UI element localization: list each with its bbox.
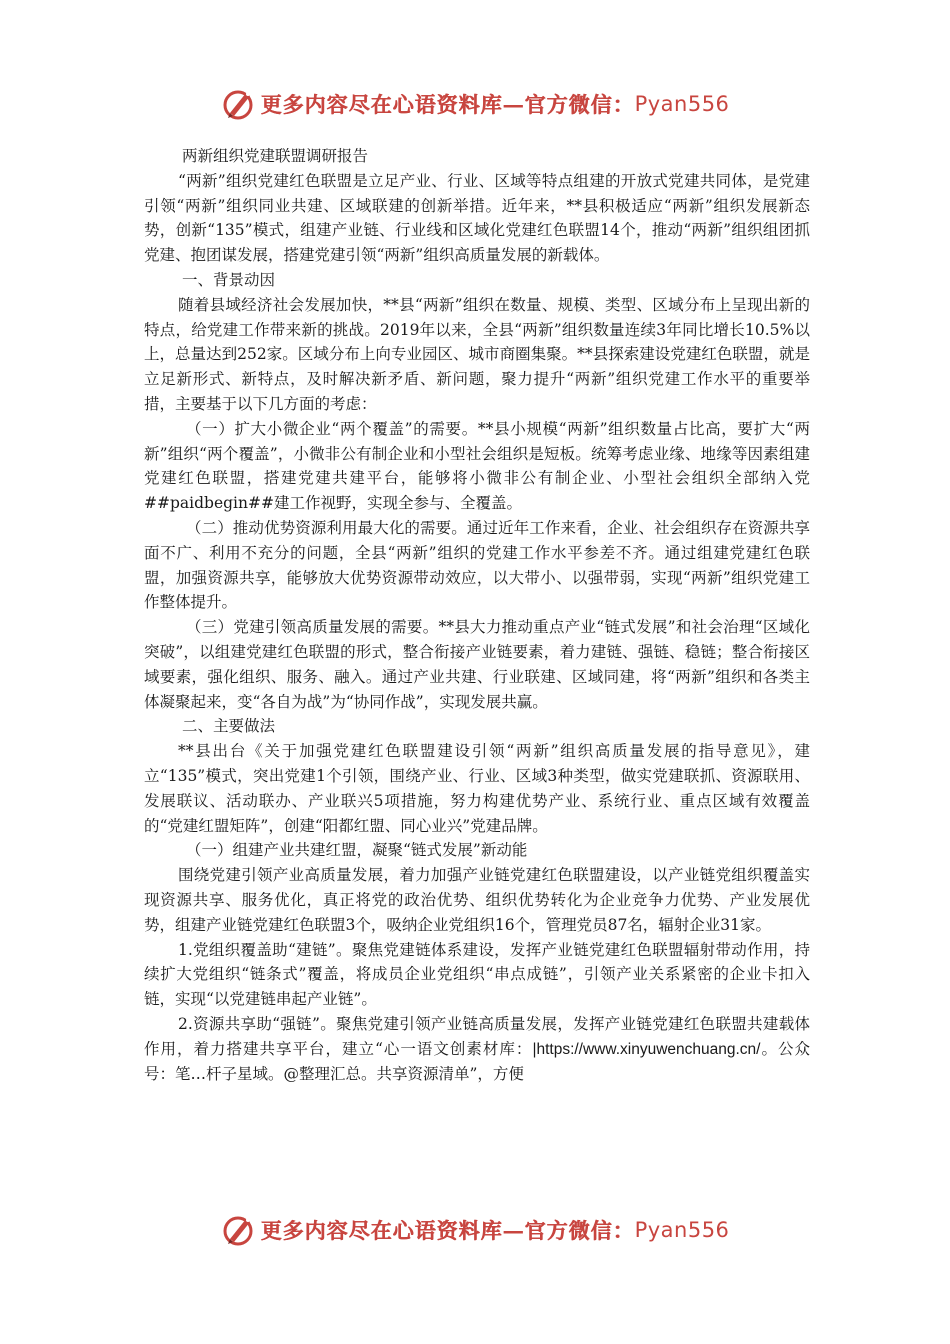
paragraph-text-c: 。公众号：笔…杆子星域。@整理汇总。共享资源清单”，方便	[144, 1039, 810, 1084]
intro-paragraph: “两新”组织党建红色联盟是立足产业、行业、区域等特点组建的开放式党建共同体，是党建引领“两新”组织同业共建、区域联建的创新举措。近年来，**县积极适应“两新”组织发展新态势，创新“135”模式，组建产业链、行业线和区域化党建红色联盟14个，推动“两新”组织组团抓党建、抱团谋发展，搭建党建引领“两新”组织高质量发展的新载体。	[144, 171, 810, 265]
paragraph-strengthen-chain	[144, 1012, 810, 1087]
pen-logo-icon	[221, 1212, 257, 1248]
paragraph-point-1: （一）扩大小微企业“两个覆盖”的需要。**县小规模“两新”组织数量占比高，要扩大“两新”组织“两个覆盖”，小微非公有制企业和小型社会组织是短板。统筹考虑业缘、地缘等因素组建党建红色联盟，搭建党建共建平台，能够将小微非公有制企业、小型社会组织全部纳入党##paidbegin##建工作视野，实现全参与、全覆盖。	[144, 419, 810, 513]
section-heading-2: 二、主要做法	[182, 717, 276, 736]
banner-text: 更多内容尽在心语资料库—官方微信：	[260, 92, 635, 117]
paragraph-industry-chain: 围绕党建引领产业高质量发展，着力加强产业链党建红色联盟建设，以产业链党组织覆盖实现资源共享、服务优化，真正将党的政治优势、组织优势转化为企业竞争力优势、产业发展优势，组建产业链党建红色联盟3个，吸纳企业党组织16个，管理党员87名，辐射企业31家。	[144, 866, 810, 934]
paragraph-background: 随着县域经济社会发展加快，**县“两新”组织在数量、规模、类型、区域分布上呈现出新的特点，给党建工作带来新的挑战。2019年以来，全县“两新”组织数量连续3年同比增长10.5%以上，总量达到252家。区域分布上向专业园区、城市商圈集聚。**县探索建设党建红色联盟，就是立足新形式、新特点，及时解决新矛盾、新问题，聚力提升“两新”组织党建工作水平的重要举措，主要基于以下几方面的考虑：	[144, 295, 810, 413]
watermark-banner-top	[0, 84, 950, 124]
subsection-heading-1: （一）组建产业共建红盟，凝聚“链式发展”新动能	[186, 841, 528, 860]
paragraph-measures: **县出台《关于加强党建红色联盟建设引领“两新”组织高质量发展的指导意见》，建立“135”模式，突出党建1个引领，围绕产业、行业、区域3种类型，做实党建联抓、资源联用、发展联议、活动联办、产业联兴5项措施，努力构建优势产业、系统行业、重点区域有效覆盖的“党建红盟矩阵”，创建“阳都红盟、同心业兴”党建品牌。	[144, 742, 810, 835]
banner-handle: Pyan556	[634, 92, 730, 116]
section-heading-1: 一、背景动因	[182, 270, 276, 289]
watermark-banner-bottom	[0, 1210, 950, 1250]
paragraph-build-chain: 1.党组织覆盖助“建链”。聚焦党建链体系建设，发挥产业链党建红色联盟辐射带动作用，持续扩大党组织“链条式”覆盖，将成员企业党组织“串点成链”，引领产业关系紧密的企业卡扣入链，实现“以党建链串起产业链”。	[144, 940, 810, 1009]
pen-logo-icon	[221, 86, 257, 122]
paragraph-point-3: （三）党建引领高质量发展的需要。**县大力推动重点产业“链式发展”和社会治理“区域化突破”，以组建党建红色联盟的形式，整合衔接产业链要素，着力建链、强链、稳链；整合衔接区域要素，强化组织、服务、融入。通过产业共建、行业联建、区域同建，将“两新”组织和各类主体凝聚起来，变“各自为战”为“协同作战”，实现发展共赢。	[144, 618, 810, 711]
website-link[interactable]: |https://www.xinyuwenchuang.cn/	[532, 1040, 761, 1058]
document-body	[144, 144, 810, 1087]
paragraph-point-2: （二）推动优势资源利用最大化的需要。通过近年工作来看，企业、社会组织存在资源共享面不广、利用不充分的问题，全县“两新”组织的党建工作水平参差不齐。通过组建党建红色联盟，加强资源共享，能够放大优势资源带动效应，以大带小、以强带弱，实现“两新”组织党建工作整体提升。	[144, 518, 810, 612]
banner-text: 更多内容尽在心语资料库—官方微信：	[260, 1218, 635, 1243]
document-title: 两新组织党建联盟调研报告	[182, 147, 369, 165]
banner-handle: Pyan556	[634, 1218, 730, 1242]
paragraph-text-a: 2.资源共享助“强链”。聚焦党建引领产业链高质量发展，发挥产业链党建红色联盟共建载体作用，着力搭建共享平台，建立“心一语文创素材库：	[144, 1014, 810, 1058]
